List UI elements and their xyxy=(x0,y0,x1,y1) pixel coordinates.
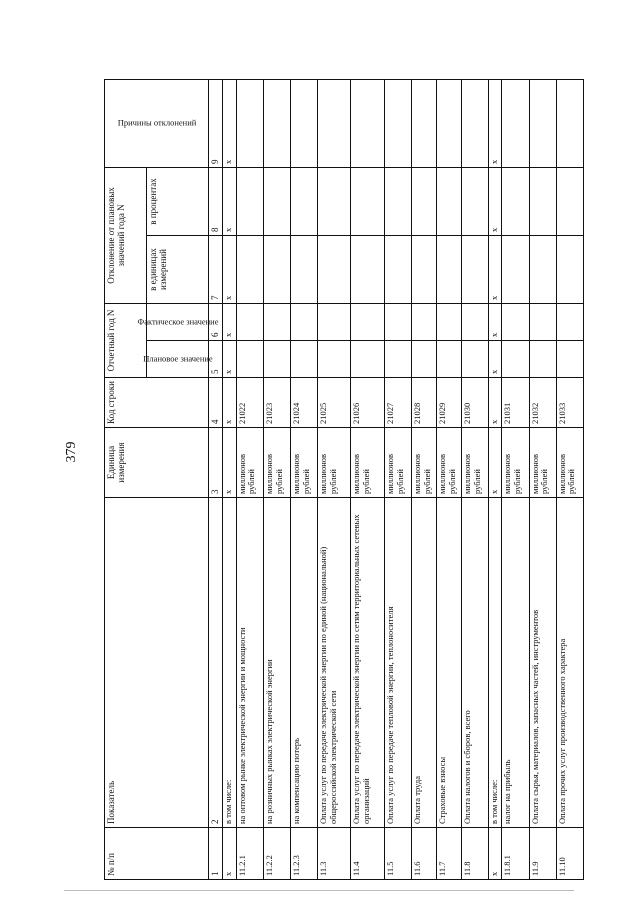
row-dev-percent xyxy=(236,167,263,235)
row-reason: х xyxy=(489,79,502,167)
row-plan xyxy=(411,341,436,378)
row-fact xyxy=(411,303,436,340)
row-reason xyxy=(317,79,350,167)
row-fact xyxy=(556,303,583,340)
row-dev-units xyxy=(236,235,263,303)
col-header-dev-percent: в процентах xyxy=(146,167,209,235)
row-fact xyxy=(263,303,290,340)
row-fact xyxy=(461,303,488,340)
row-unit: миллионов рублей xyxy=(351,428,384,498)
row-unit: миллионов рублей xyxy=(263,428,290,498)
row-unit: миллионов рублей xyxy=(436,428,461,498)
row-reason xyxy=(556,79,583,167)
row-dev-percent xyxy=(290,167,317,235)
row-dev-units xyxy=(461,235,488,303)
row-num: 11.2.1 xyxy=(236,828,263,880)
row-name: Оплата налогов и сборов, всего xyxy=(461,498,488,828)
row-name: в том числе: xyxy=(223,498,236,828)
row-reason xyxy=(436,79,461,167)
row-num: х xyxy=(489,828,502,880)
row-code: х xyxy=(489,378,502,428)
row-fact: х xyxy=(489,303,502,340)
row-dev-units: х xyxy=(223,235,236,303)
table-row xyxy=(236,79,263,879)
row-dev-percent xyxy=(502,167,529,235)
row-fact xyxy=(290,303,317,340)
table-row xyxy=(489,79,502,879)
row-unit: миллионов рублей xyxy=(236,428,263,498)
row-name: на оптовом рынке электрической энергии и мощности xyxy=(236,498,263,828)
row-code: 21031 xyxy=(502,378,529,428)
row-plan xyxy=(236,341,263,378)
row-code: 21032 xyxy=(529,378,556,428)
row-num: 11.8 xyxy=(461,828,488,880)
table-row xyxy=(351,79,384,879)
colnum-2: 2 xyxy=(209,498,223,828)
row-dev-units xyxy=(351,235,384,303)
row-name: Оплата услуг по передаче электрической энергии по сетям территориальных сетевых организаций xyxy=(351,498,384,828)
row-dev-units xyxy=(436,235,461,303)
col-header-indicator: Показатель xyxy=(105,498,209,828)
row-dev-units xyxy=(317,235,350,303)
row-fact xyxy=(317,303,350,340)
row-num: 11.10 xyxy=(556,828,583,880)
table-row xyxy=(290,79,317,879)
col-header-reasons: Причины отклонений xyxy=(105,79,209,167)
row-unit: миллионов рублей xyxy=(461,428,488,498)
row-unit: миллионов рублей xyxy=(411,428,436,498)
colnum-3: 3 xyxy=(209,428,223,498)
row-reason: х xyxy=(223,79,236,167)
table-row xyxy=(436,79,461,879)
row-code: 21023 xyxy=(263,378,290,428)
table-row xyxy=(317,79,350,879)
row-num: 11.3 xyxy=(317,828,350,880)
table-row xyxy=(411,79,436,879)
scan-bottom-edge xyxy=(64,890,574,891)
row-dev-percent xyxy=(317,167,350,235)
row-reason xyxy=(384,79,411,167)
page-number: 379 xyxy=(64,441,79,463)
colnum-4: 4 xyxy=(209,378,223,428)
colnum-8: 8 xyxy=(209,167,223,235)
row-name: на компенсацию потерь xyxy=(290,498,317,828)
row-dev-units xyxy=(502,235,529,303)
row-dev-percent: х xyxy=(489,167,502,235)
col-header-deviation: Отклонение от плановых значений года N xyxy=(105,167,147,303)
row-num: 11.5 xyxy=(384,828,411,880)
col-header-code: Код строки xyxy=(105,378,209,428)
table-row xyxy=(502,79,529,879)
row-name: налог на прибыль xyxy=(502,498,529,828)
row-dev-percent xyxy=(556,167,583,235)
row-fact xyxy=(236,303,263,340)
colnum-1: 1 xyxy=(209,828,223,880)
row-dev-units xyxy=(263,235,290,303)
row-reason xyxy=(263,79,290,167)
row-name: Оплата прочих услуг производственного характера xyxy=(556,498,583,828)
row-reason xyxy=(351,79,384,167)
row-dev-units: х xyxy=(489,235,502,303)
column-number-row xyxy=(209,79,223,879)
table-row xyxy=(223,79,236,879)
row-fact xyxy=(351,303,384,340)
row-plan xyxy=(317,341,350,378)
row-name: Оплата сырья, материалов, запасных частей, инструментов xyxy=(529,498,556,828)
row-plan xyxy=(384,341,411,378)
row-name: Оплата услуг по передаче электрической энергии по единой (национальной) общероссийской электрической сети xyxy=(317,498,350,828)
row-code: 21022 xyxy=(236,378,263,428)
row-fact: х xyxy=(223,303,236,340)
row-name: Оплата труда xyxy=(411,498,436,828)
row-fact xyxy=(502,303,529,340)
row-code: 21028 xyxy=(411,378,436,428)
colnum-7: 7 xyxy=(209,235,223,303)
col-header-dev-units: в единицах измерений xyxy=(146,235,209,303)
row-reason xyxy=(461,79,488,167)
colnum-6: 6 xyxy=(209,303,223,340)
row-plan xyxy=(263,341,290,378)
row-unit: х xyxy=(489,428,502,498)
row-dev-units xyxy=(290,235,317,303)
row-dev-units xyxy=(556,235,583,303)
col-header-planned: Плановое значение xyxy=(146,341,209,378)
report-table xyxy=(104,79,584,880)
row-code: 21029 xyxy=(436,378,461,428)
row-unit: х xyxy=(223,428,236,498)
row-dev-units xyxy=(384,235,411,303)
table-row xyxy=(384,79,411,879)
row-fact xyxy=(384,303,411,340)
col-header-actual: Фактическое значение xyxy=(146,303,209,340)
row-code: 21030 xyxy=(461,378,488,428)
row-name: Страховые взносы xyxy=(436,498,461,828)
row-num: 11.4 xyxy=(351,828,384,880)
row-reason xyxy=(411,79,436,167)
row-reason xyxy=(236,79,263,167)
row-fact xyxy=(529,303,556,340)
colnum-9: 9 xyxy=(209,79,223,167)
col-header-reporting-year: Отчетный год N xyxy=(105,303,147,377)
row-dev-units xyxy=(411,235,436,303)
row-code: 21026 xyxy=(351,378,384,428)
table-row xyxy=(461,79,488,879)
row-plan xyxy=(556,341,583,378)
row-unit: миллионов рублей xyxy=(529,428,556,498)
row-code: 21024 xyxy=(290,378,317,428)
row-code: 21027 xyxy=(384,378,411,428)
row-dev-percent xyxy=(384,167,411,235)
row-code: х xyxy=(223,378,236,428)
row-num: 11.2.2 xyxy=(263,828,290,880)
row-reason xyxy=(529,79,556,167)
row-dev-percent: х xyxy=(223,167,236,235)
row-num: 11.2.3 xyxy=(290,828,317,880)
col-header-num: № п/п xyxy=(105,828,209,880)
row-reason xyxy=(290,79,317,167)
row-dev-percent xyxy=(263,167,290,235)
row-reason xyxy=(502,79,529,167)
row-unit: миллионов рублей xyxy=(556,428,583,498)
row-fact xyxy=(436,303,461,340)
header-row-1 xyxy=(105,79,147,879)
row-plan: х xyxy=(223,341,236,378)
table-row xyxy=(556,79,583,879)
row-dev-percent xyxy=(461,167,488,235)
row-plan xyxy=(351,341,384,378)
report-table-frame xyxy=(104,80,584,880)
row-num: х xyxy=(223,828,236,880)
row-dev-percent xyxy=(529,167,556,235)
row-dev-units xyxy=(529,235,556,303)
row-name: Оплата услуг по передаче тепловой энергии, теплоносителя xyxy=(384,498,411,828)
row-code: 21025 xyxy=(317,378,350,428)
row-plan xyxy=(529,341,556,378)
colnum-5: 5 xyxy=(209,341,223,378)
row-num: 11.7 xyxy=(436,828,461,880)
row-dev-percent xyxy=(436,167,461,235)
row-dev-percent xyxy=(351,167,384,235)
row-unit: миллионов рублей xyxy=(317,428,350,498)
row-dev-percent xyxy=(411,167,436,235)
row-plan: х xyxy=(489,341,502,378)
row-code: 21033 xyxy=(556,378,583,428)
row-plan xyxy=(461,341,488,378)
row-num: 11.6 xyxy=(411,828,436,880)
row-unit: миллионов рублей xyxy=(502,428,529,498)
row-unit: миллионов рублей xyxy=(290,428,317,498)
row-unit: миллионов рублей xyxy=(384,428,411,498)
row-plan xyxy=(290,341,317,378)
col-header-unit: Единица измерения xyxy=(105,428,209,498)
row-name: в том числе: xyxy=(489,498,502,828)
row-plan xyxy=(436,341,461,378)
table-row xyxy=(263,79,290,879)
row-plan xyxy=(502,341,529,378)
row-name: на розничных рынках электрической энергии xyxy=(263,498,290,828)
table-row xyxy=(529,79,556,879)
row-num: 11.9 xyxy=(529,828,556,880)
row-num: 11.8.1 xyxy=(502,828,529,880)
